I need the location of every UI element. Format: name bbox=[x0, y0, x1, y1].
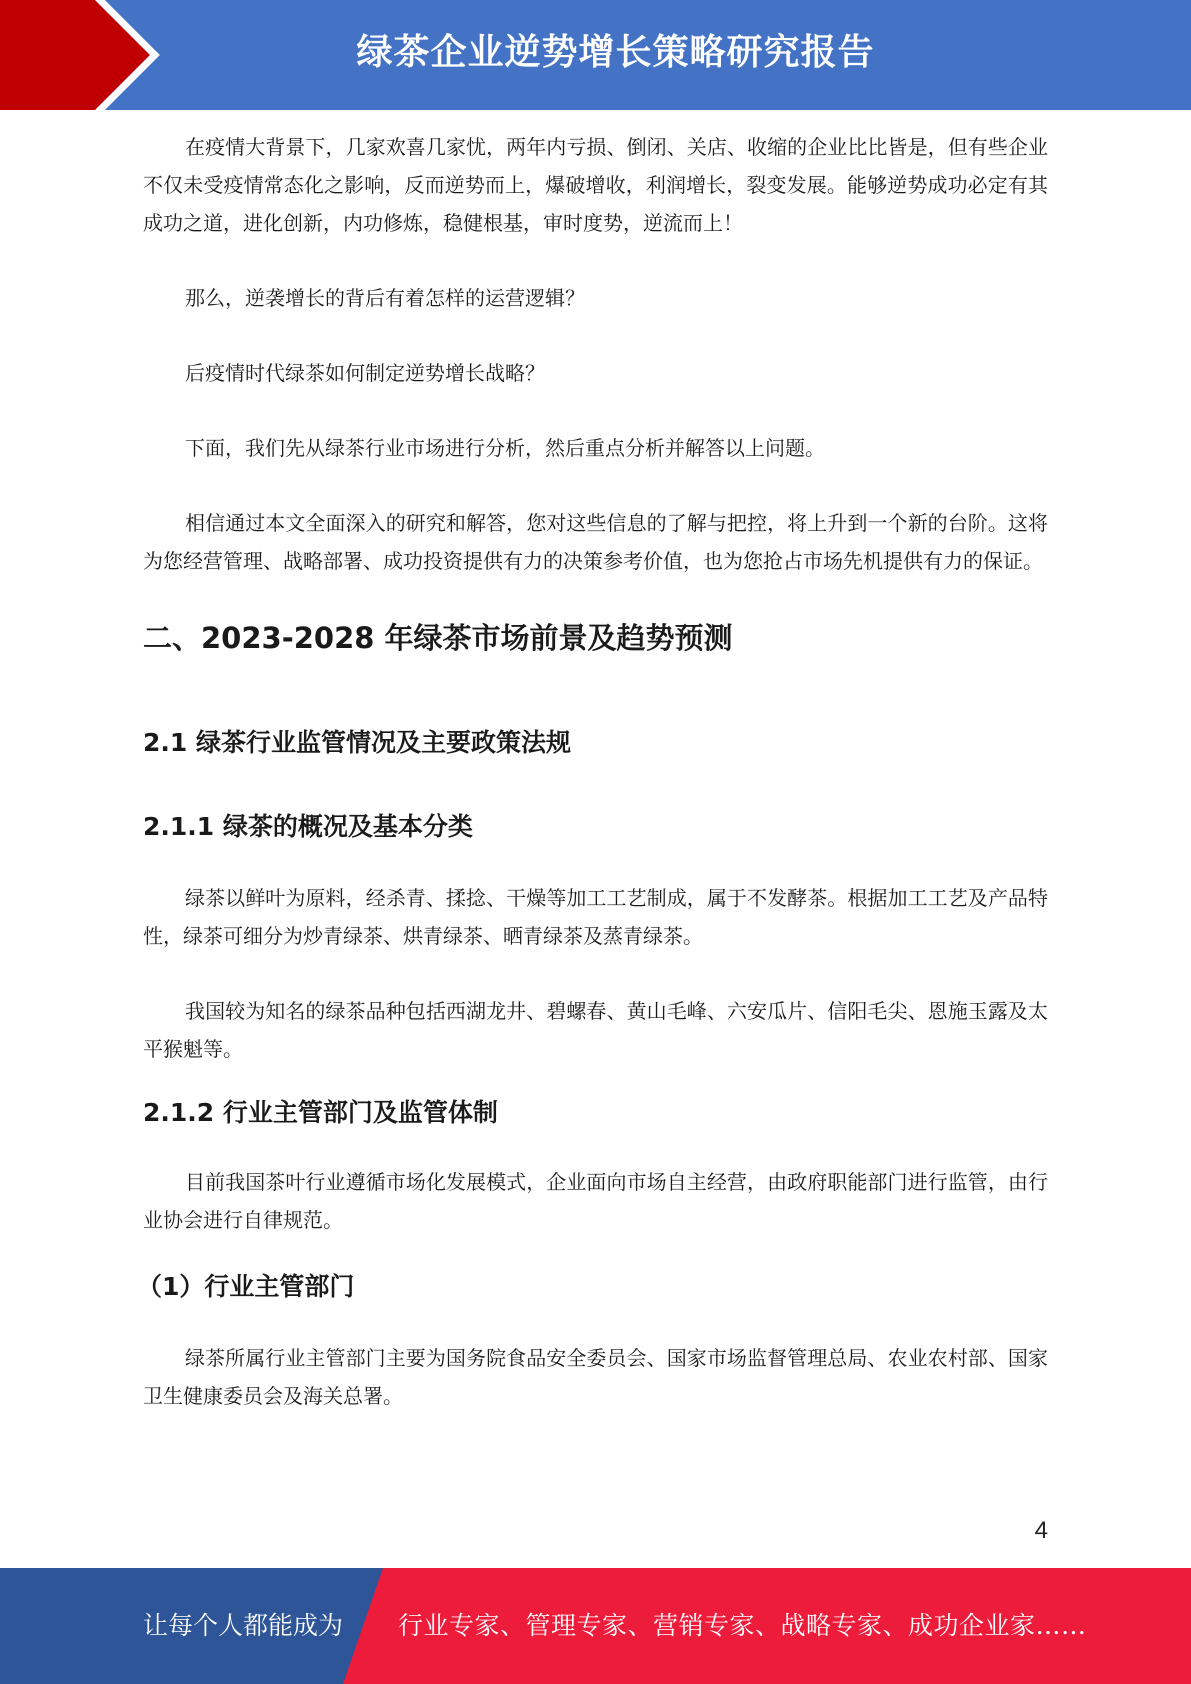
page-number: 4 bbox=[1034, 1517, 1048, 1544]
section-2-1-2-heading: 2.1.2 行业主管部门及监管体制 bbox=[143, 1098, 498, 1127]
section-2-1-2-paragraph: 目前我国茶叶行业遵循市场化发展模式，企业面向市场自主经营，由政府职能部门进行监管，由行业协会进行自律规范。 bbox=[143, 1170, 1048, 1232]
section-2-1-1-paragraph-1: 绿茶以鲜叶为原料，经杀青、揉捻、干燥等加工工艺制成，属于不发酵茶。根据加工工艺及产品特性，绿茶可细分为炒青绿茶、烘青绿茶、晒青绿茶及蒸青绿茶。 bbox=[143, 886, 1048, 948]
intro-paragraph-4: 下面，我们先从绿茶行业市场进行分析，然后重点分析并解答以上问题。 bbox=[185, 436, 825, 460]
footer-slogan-right: 行业专家、管理专家、营销专家、战略专家、成功企业家…… bbox=[398, 1611, 1087, 1640]
intro-paragraph-1: 在疫情大背景下，几家欢喜几家忧，两年内亏损、倒闭、关店、收缩的企业比比皆是，但有些企业不仅未受疫情常态化之影响，反而逆势而上，爆破增收，利润增长，裂变发展。能够逆势成功必定有其成功之道，进化创新，内功修炼，稳健根基，审时度势，逆流而上！ bbox=[143, 135, 1048, 235]
section-2-1-heading: 2.1 绿茶行业监管情况及主要政策法规 bbox=[143, 728, 571, 757]
intro-paragraph-3: 后疫情时代绿茶如何制定逆势增长战略？ bbox=[185, 361, 545, 385]
header-banner bbox=[0, 0, 1191, 110]
intro-paragraph-2: 那么，逆袭增长的背后有着怎样的运营逻辑？ bbox=[185, 286, 585, 310]
section-2-heading: 二、2023-2028 年绿茶市场前景及趋势预测 bbox=[143, 621, 733, 655]
footer-banner bbox=[0, 1568, 1191, 1684]
section-2-1-1-heading: 2.1.1 绿茶的概况及基本分类 bbox=[143, 812, 473, 841]
footer-slogan-left: 让每个人都能成为 bbox=[143, 1611, 344, 1640]
header-arrow-decoration bbox=[0, 0, 160, 110]
document-body bbox=[137, 128, 1048, 1452]
intro-paragraph-5: 相信通过本文全面深入的研究和解答，您对这些信息的了解与把控，将上升到一个新的台阶。这将为您经营管理、战略部署、成功投资提供有力的决策参考价值，也为您抢占市场先机提供有力的保证。 bbox=[143, 511, 1048, 573]
item-1-heading: （1）行业主管部门 bbox=[137, 1272, 355, 1301]
report-title: 绿茶企业逆势增长策略研究报告 bbox=[356, 32, 875, 73]
section-2-1-1-paragraph-2: 我国较为知名的绿茶品种包括西湖龙井、碧螺春、黄山毛峰、六安瓜片、信阳毛尖、恩施玉露及太平猴魁等。 bbox=[143, 999, 1048, 1061]
item-1-paragraph: 绿茶所属行业主管部门主要为国务院食品安全委员会、国家市场监督管理总局、农业农村部、国家卫生健康委员会及海关总署。 bbox=[143, 1346, 1048, 1408]
